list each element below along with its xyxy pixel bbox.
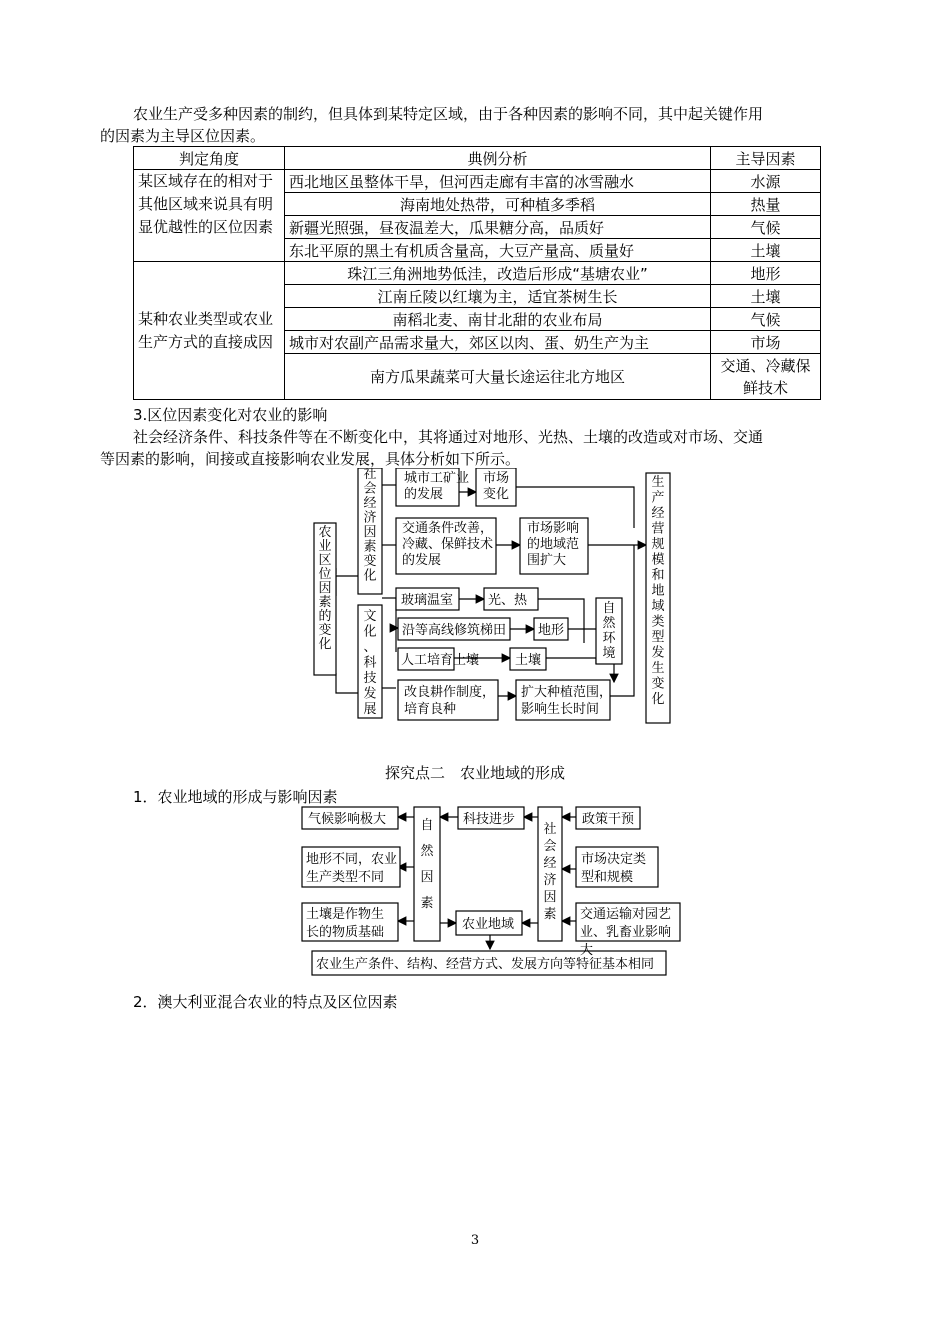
group-label: 某区域存在的相对于其他区域来说具有明显优越性的区位因素 <box>134 170 285 262</box>
section3-title: 3.区位因素变化对农业的影响 <box>133 406 328 424</box>
sub2-title: 2．澳大利亚混合农业的特点及区位因素 <box>133 993 398 1011</box>
table-cell: 西北地区虽整体干旱，但河西走廊有丰富的冰雪融水 <box>285 170 711 193</box>
location-factor-change-diagram <box>300 468 680 728</box>
diagram-label: 沿等高线修筑梯田 <box>402 623 507 638</box>
diagram-label: 地形 <box>538 623 565 638</box>
diagram-label: 社会经济因素变化 <box>363 468 377 584</box>
diagram-label: 市场影响的地域范围扩大 <box>527 521 580 568</box>
sub1-title: 1．农业地域的形成与影响因素 <box>133 788 338 806</box>
diagram-label: 政策干预 <box>582 812 635 827</box>
table-cell: 交通、冷藏保鲜技术 <box>711 354 821 400</box>
intro-line-1: 农业生产受多种因素的制约，但具体到某特定区域，由于各种因素的影响不同，其中起关键作用 <box>133 105 764 123</box>
diagram-label: 气候影响极大 <box>308 812 387 827</box>
table-cell: 土壤 <box>711 239 821 262</box>
table-cell: 东北平原的黑土有机质含量高，大豆产量高、质量好 <box>285 239 711 262</box>
table-header: 主导因素 <box>711 147 821 170</box>
diagram-label: 玻璃温室 <box>401 593 454 608</box>
table-header: 判定角度 <box>134 147 285 170</box>
diagram-label: 农业地域 <box>462 917 515 932</box>
diagram-label: 自然因素 <box>420 818 434 911</box>
table-cell: 南方瓜果蔬菜可大量长途运往北方地区 <box>285 354 711 400</box>
table-header-row <box>134 147 821 170</box>
table-cell: 气候 <box>711 216 821 239</box>
table-header: 典例分析 <box>285 147 711 170</box>
diagram-label: 改良耕作制度，培育良种 <box>404 685 496 717</box>
section3-line-1: 社会经济条件、科技条件等在不断变化中，其将通过对地形、光热、土壤的改造或对市场、交通 <box>133 428 764 446</box>
table-row <box>134 262 821 285</box>
table-cell: 海南地处热带，可种植多季稻 <box>285 193 711 216</box>
diagram-label: 自然环境 <box>602 601 616 661</box>
table-cell: 地形 <box>711 262 821 285</box>
diagram-label: 市场决定类型和规模 <box>581 852 647 885</box>
table-cell: 热量 <box>711 193 821 216</box>
diagram-label: 交通条件改善，冷藏、保鲜技术的发展 <box>402 521 494 568</box>
intro-line-2: 的因素为主导区位因素。 <box>100 127 266 145</box>
table-cell: 江南丘陵以红壤为主，适宜茶树生长 <box>285 285 711 308</box>
diagram-label: 土壤 <box>515 653 542 668</box>
diagram-label: 农业生产条件、结构、经营方式、发展方向等特征基本相同 <box>316 957 655 972</box>
diagram-label: 光、热 <box>488 593 528 608</box>
table-cell: 市场 <box>711 331 821 354</box>
table-cell: 新疆光照强，昼夜温差大，瓜果糖分高，品质好 <box>285 216 711 239</box>
table-cell: 南稻北麦、南甘北甜的农业布局 <box>285 308 711 331</box>
diagram-label: 人工培育土壤 <box>401 653 480 668</box>
table-cell: 城市对农副产品需求量大，郊区以肉、蛋、奶生产为主 <box>285 331 711 354</box>
diagram-label: 科技进步 <box>463 812 516 827</box>
diagram-label: 交通运输对园艺业、乳畜业影响大 <box>580 907 672 958</box>
table-cell: 气候 <box>711 308 821 331</box>
dominant-factor-table <box>133 146 821 400</box>
diagram-label: 农业区位因素的变化 <box>318 525 332 652</box>
diagram-label: 市场变化 <box>483 471 510 502</box>
explore2-title: 探究点二 农业地域的形成 <box>384 764 565 782</box>
group-label: 某种农业类型或农业生产方式的直接成因 <box>134 262 285 400</box>
diagram-label: 文化、科技发展 <box>363 609 377 717</box>
table-cell: 水源 <box>711 170 821 193</box>
diagram-label: 城市工矿业的发展 <box>404 471 470 502</box>
diagram-label: 土壤是作物生长的物质基础 <box>306 907 385 940</box>
page-number: 3 <box>470 1233 480 1248</box>
diagram-label: 扩大种植范围，影响生长时间 <box>521 685 613 717</box>
diagram-label: 生产经营规模和地域类型发生变化 <box>651 475 665 707</box>
diagram-label: 地形不同，农业生产类型不同 <box>306 852 398 885</box>
agricultural-region-diagram <box>300 803 690 983</box>
section3-line-2: 等因素的影响，间接或直接影响农业发展，具体分析如下所示。 <box>100 450 521 468</box>
table-cell: 珠江三角洲地势低洼，改造后形成“基塘农业” <box>285 262 711 285</box>
table-cell: 土壤 <box>711 285 821 308</box>
diagram-label: 社会经济因素 <box>543 822 557 922</box>
table-row <box>134 170 821 193</box>
